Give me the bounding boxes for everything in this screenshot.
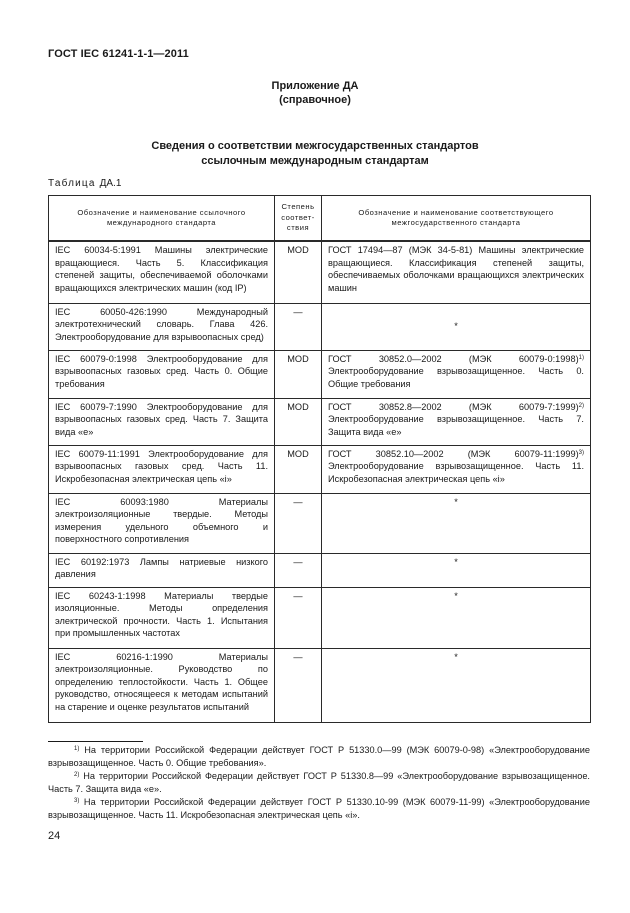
cell-national-standard: *	[322, 303, 591, 350]
footnote-text: На территории Российской Федерации действует ГОСТ Р 51330.10-99 (МЭК 60079-11-99) «Электрооборудование взрывозащищенное. Часть 11. Искробезопасная электрическая цепь «i».	[48, 797, 590, 820]
cell-degree: —	[275, 493, 322, 553]
table-row	[49, 553, 591, 587]
appendix-subtitle: (справочное)	[279, 94, 351, 106]
national-standard-title: Электрооборудование взрывозащищенное. Часть 7. Защита вида «е»	[328, 414, 584, 437]
footnote-text: На территории Российской Федерации действует ГОСТ Р 51330.8—99 «Электрооборудование взрывозащищенное. Часть 7. Защита вида «е».	[48, 771, 590, 794]
cell-international-standard: IEC 60079-11:1991 Электрооборудование для взрывоопасных газовых сред. Часть 11. Искробезопасная электрическая цепь «i»	[49, 445, 275, 493]
cell-international-standard: IEC 60079-0:1998 Электрооборудование для взрывоопасных газовых сред. Часть 0. Общие требования	[49, 350, 275, 398]
footnotes	[48, 744, 590, 822]
table-row	[49, 398, 591, 445]
footnote-divider	[48, 741, 143, 742]
column-header-international: Обозначение и наименование ссылочного международного стандарта	[49, 196, 275, 242]
table-caption	[48, 178, 121, 189]
footnote-mark: 1)	[74, 746, 80, 752]
correspondence-table	[48, 195, 591, 723]
document-code: ГОСТ IEC 61241-1-1—2011	[48, 48, 189, 60]
page-title-line-2: ссылочным международным стандартам	[201, 155, 429, 167]
national-standard-code: ГОСТ 30852.0—2002 (МЭК 60079-0:1998)	[328, 353, 579, 364]
cell-degree: MOD	[275, 445, 322, 493]
cell-national-standard: ГОСТ 17494—87 (МЭК 34-5-81) Машины электрические вращающиеся. Классификация степеней защиты, обеспечиваемых оболочками вращающихся электрических машин	[322, 241, 591, 303]
cell-national-standard	[322, 350, 591, 398]
national-standard-code: ГОСТ 30852.10—2002 (МЭК 60079-11:1999)	[328, 448, 579, 459]
table-row	[49, 445, 591, 493]
cell-degree: MOD	[275, 350, 322, 398]
appendix-title: Приложение ДА	[271, 80, 359, 92]
footnote-ref: 1)	[578, 354, 584, 361]
footnote	[48, 770, 590, 795]
footnote-mark: 2)	[74, 772, 80, 778]
cell-degree: MOD	[275, 398, 322, 445]
cell-national-standard	[322, 445, 591, 493]
table-row	[49, 648, 591, 722]
cell-international-standard: IEC 60079-7:1990 Электрооборудование для взрывоопасных газовых сред. Часть 7. Защита вида «е»	[49, 398, 275, 445]
column-header-national: Обозначение и наименование соответствующего межгосударственного стандарта	[322, 196, 591, 242]
page-title	[0, 139, 630, 169]
cell-national-standard: *	[322, 587, 591, 648]
footnote-mark: 3)	[74, 798, 80, 804]
cell-degree: —	[275, 648, 322, 722]
table-row	[49, 241, 591, 303]
page-title-line-1: Сведения о соответствии межгосударственных стандартов	[151, 140, 479, 152]
page-number: 24	[48, 830, 61, 842]
footnote-ref: 2)	[578, 402, 584, 409]
footnote	[48, 796, 590, 821]
cell-national-standard: *	[322, 493, 591, 553]
cell-international-standard: IEC 60093:1980 Материалы электроизоляционные твердые. Методы измерения удельного объемного и поверхностного сопротивления	[49, 493, 275, 553]
table-caption-number: ДА.1	[99, 178, 122, 189]
cell-international-standard: IEC 60243-1:1998 Материалы твердые изоляционные. Методы определения электрической прочности. Часть 1. Испытания при промышленных частотах	[49, 587, 275, 648]
national-standard-title: Электрооборудование взрывозащищенное. Часть 11. Искробезопасная электрическая цепь «i»	[328, 461, 584, 484]
cell-degree: —	[275, 303, 322, 350]
cell-international-standard: IEC 60216-1:1990 Материалы электроизоляционные. Руководство по определению теплостойкости. Часть 1. Общее руководство, относящееся к методам испытаний на старение и оценке результатов испытаний	[49, 648, 275, 722]
cell-degree: —	[275, 587, 322, 648]
footnote-text: На территории Российской Федерации действует ГОСТ Р 51330.0—99 (МЭК 60079-0-98) «Электрооборудование взрывозащищенное. Часть 0. Общие требования».	[48, 745, 590, 768]
column-header-degree: Степень соответ-ствия	[275, 196, 322, 242]
national-standard-code: ГОСТ 30852.8—2002 (МЭК 60079-7:1999)	[328, 401, 579, 412]
cell-national-standard: *	[322, 553, 591, 587]
appendix-heading	[0, 79, 630, 107]
cell-degree: —	[275, 553, 322, 587]
cell-degree: MOD	[275, 241, 322, 303]
table-row	[49, 303, 591, 350]
table-row	[49, 350, 591, 398]
cell-international-standard: IEC 60192:1973 Лампы натриевые низкого давления	[49, 553, 275, 587]
table-caption-word: Таблица	[48, 178, 96, 189]
national-standard-title: Электрооборудование взрывозащищенное. Часть 0. Общие требования	[328, 366, 584, 389]
cell-international-standard: IEC 60034-5:1991 Машины электрические вращающиеся. Часть 5. Классификация степеней защиты, обеспечиваемой оболочками вращающихся электрических машин (код IP)	[49, 241, 275, 303]
footnote-ref: 3)	[578, 449, 584, 456]
footnote	[48, 744, 590, 769]
table-header-row	[49, 196, 591, 242]
table-row	[49, 587, 591, 648]
cell-national-standard	[322, 398, 591, 445]
cell-national-standard: *	[322, 648, 591, 722]
table-row	[49, 493, 591, 553]
cell-international-standard: IEC 60050-426:1990 Международный электротехнический словарь. Глава 426. Электрооборудование для взрывоопасных сред)	[49, 303, 275, 350]
